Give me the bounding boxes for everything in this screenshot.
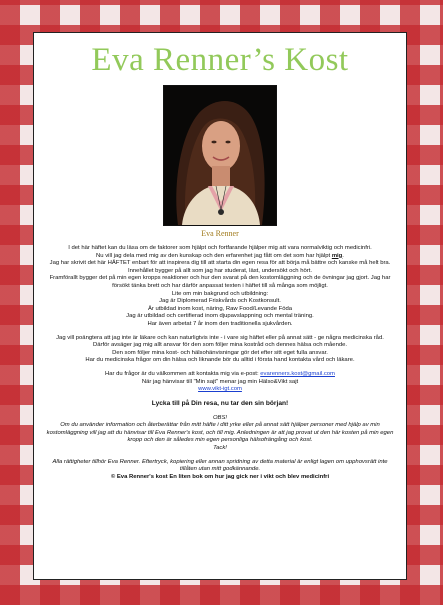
background-item: Jag är utbildad och certifierad inom djupavslappning och mental träning. [126, 313, 314, 320]
intro-paragraph: Jag har skrivit det här HÄFTET enbart för att inspirera dig till att starta din egen resa för att börja må bättre och kanske må helt bra. Innehållet bygger på allt som jag har studerat, läst, undersökt och hört. [49, 260, 391, 274]
contact-text: Har du frågor är du välkommen att kontakta mig via e-post: [105, 370, 259, 377]
obs-text: Om du använder information och återberättar från mitt häfte i ditt yrke eller på annat sätt hjälper personer med hjälp av min kostomläggning vill jag att du hänvisar till Eva Renner's kost, och till mig. Anledningen är att jag provat ut den här kosten på min egen kropp och den är således min egen personliga hälsofrängång och kost. [46, 422, 394, 444]
website-link[interactable]: www.vikt-igt.com [198, 386, 242, 393]
email-link[interactable]: evarenners.kost@gmail.com [260, 370, 335, 377]
disclaimer-paragraph: Den som följer mina kost- och hälsohänvisningar gör det efter sitt eget fulla ansvar. [112, 349, 328, 356]
intro-emphasis: mig [331, 252, 343, 259]
disclaimer-section [44, 335, 396, 365]
contact-line [44, 386, 396, 394]
page-title: Eva Renner’s Kost [91, 42, 349, 78]
contact-line [44, 371, 396, 379]
motto: Lycka till på Din resa, nu tar den sin början! [151, 399, 289, 407]
rights-notice: Alla rättigheter tillhör Eva Renner. Eftertryck, kopiering eller annan spridning av detta material är enligt lagen om upphovsrätt inte tillåten utan mitt godkännande. [52, 458, 388, 473]
copyright-line: © Eva Renner's kost En liten bok om hur jag gick ner i vikt och blev medicinfri [110, 473, 330, 480]
portrait-photo [163, 85, 277, 226]
intro-paragraph: I det här häftet kan du läsa om de faktorer som hjälpt och fortfarande hjälper mig att vara normalviktig och medicinfri. [68, 245, 372, 251]
contact-section [44, 371, 396, 394]
background-item: Jag är Diplomerad Friskvårds och Kostkonsult. [159, 298, 281, 305]
document-page [33, 32, 407, 580]
obs-heading: OBS! [212, 414, 228, 421]
obs-section [44, 415, 396, 453]
background-item: Har även arbetat 7 år inom den traditionella sjukvården. [147, 320, 293, 327]
disclaimer-paragraph: Har du medicinska frågor om din hälsa och liknande bör du alltid i första hand kontakta vård och läkare. [85, 357, 355, 364]
photo-caption: Eva Renner [201, 229, 239, 238]
background-item: Är utbildad inom kost, näring, Raw Food/Levande Föda [147, 305, 293, 312]
intro-section [44, 245, 396, 329]
intro-paragraph: Nu vill jag dela med mig av den kunskap och den erfarenhet jag fått om det som har hjälpt mig. [96, 252, 344, 259]
intro-text: Nu vill jag dela med mig av den kunskap och den erfarenhet jag fått om det som har hjälpt [96, 252, 331, 259]
intro-paragraph: Framförallt bygger det på min egen kropps reaktioner och hur den svarat på den kostomläggning och de övningar jag gjort. Jag har försökt tänka brett och har därför anpassat texten i häftet till så många som möjligt. [49, 275, 391, 289]
disclaimer-paragraph: Därför avsäger jag mig allt ansvar för den som följer mina kostråd och dennes hälsa och mående. [92, 342, 348, 349]
background-heading: Lite om min bakgrund och utbildning: [171, 290, 269, 297]
obs-thanks: Tack! [213, 445, 227, 452]
disclaimer-paragraph: Jag vill poängtera att jag inte är läkare och kan naturligtvis inte - i vare sig häftet eller på annat sätt - ge några medicinska råd. [56, 334, 384, 341]
contact-line: När jag hänvisar till "Min sajt" menar jag min Hälso&Vikt sajt [141, 378, 299, 385]
